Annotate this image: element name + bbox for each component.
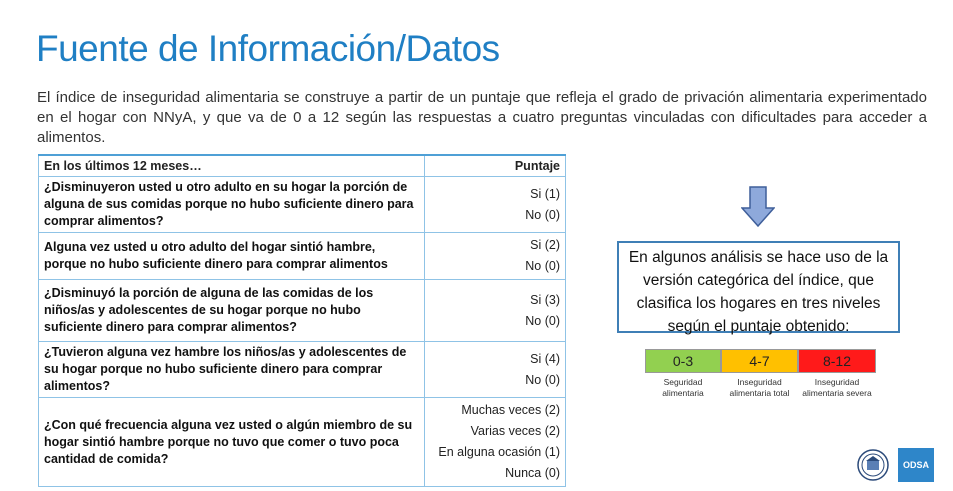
scale-label: Seguridad alimentaria — [662, 377, 704, 398]
score-options — [425, 177, 566, 233]
score-option: Muchas veces (2) — [461, 403, 560, 417]
header-score: Puntaje — [425, 155, 566, 177]
score-options — [425, 342, 566, 398]
header-question: En los últimos 12 meses… — [39, 155, 425, 177]
table-row — [39, 177, 566, 233]
table-header-row — [39, 155, 566, 177]
score-option: Varias veces (2) — [470, 424, 560, 438]
question-text: ¿Con qué frecuencia alguna vez usted o algún miembro de su hogar sintió hambre porque no tuvo que comer o tuvo poca cantidad de comida? — [39, 398, 425, 487]
question-text: Alguna vez usted u otro adulto del hogar sintió hambre, porque no hubo suficiente dinero para comprar alimentos — [39, 233, 425, 280]
category-info-box: En algunos análisis se hace uso de la versión categórica del índice, que clasifica los hogares en tres niveles según el puntaje obtenido: — [617, 241, 900, 333]
table-row — [39, 398, 566, 487]
score-option: Si (3) — [530, 292, 560, 307]
odsa-logo: ODSA — [898, 448, 934, 482]
table-row — [39, 342, 566, 398]
down-arrow-icon — [741, 186, 775, 228]
score-option: Si (1) — [530, 186, 560, 201]
score-option: No (0) — [525, 372, 560, 387]
score-option: No (0) — [525, 259, 560, 273]
question-text: ¿Disminuyeron usted u otro adulto en su hogar la porción de alguna de sus comidas porque no hubo suficiente dinero para comprar alimentos? — [39, 177, 425, 233]
university-seal-icon — [857, 449, 889, 481]
question-text: ¿Disminuyó la porción de alguna de las comidas de los niños/as y adolescentes de su hogar porque no hubo suficiente dinero para comprar alimentos? — [39, 280, 425, 342]
scale-label: Inseguridad alimentaria severa — [802, 377, 872, 398]
category-scale — [645, 349, 876, 373]
score-option: Nunca (0) — [505, 466, 560, 480]
score-option: No (0) — [525, 207, 560, 222]
score-options — [425, 233, 566, 280]
score-options — [425, 398, 566, 487]
question-text: ¿Tuvieron alguna vez hambre los niños/as y adolescentes de su hogar porque no hubo suficiente dinero para comprar alimentos? — [39, 342, 425, 398]
scale-segment-total: 4-7 — [721, 349, 798, 373]
page-title: Fuente de Información/Datos — [36, 28, 500, 69]
scale-label: Inseguridad alimentaria total — [729, 377, 790, 398]
scale-segment-secure: 0-3 — [645, 349, 721, 373]
intro-paragraph: El índice de inseguridad alimentaria se construye a partir de un puntaje que refleja el grado de privación alimentaria experimentado en el hogar con NNyA, y que va de 0 a 12 según las respuestas a cuatro preguntas vinculadas con dificultades para acceder a alimentos. — [37, 89, 927, 146]
scale-segment-severe: 8-12 — [798, 349, 876, 373]
score-option: Si (2) — [530, 238, 560, 252]
score-option: En alguna ocasión (1) — [438, 445, 560, 459]
table-row — [39, 233, 566, 280]
score-option: No (0) — [525, 313, 560, 328]
table-row — [39, 280, 566, 342]
score-options — [425, 280, 566, 342]
questions-table — [38, 154, 566, 487]
score-option: Si (4) — [530, 351, 560, 366]
scale-labels — [645, 377, 876, 399]
